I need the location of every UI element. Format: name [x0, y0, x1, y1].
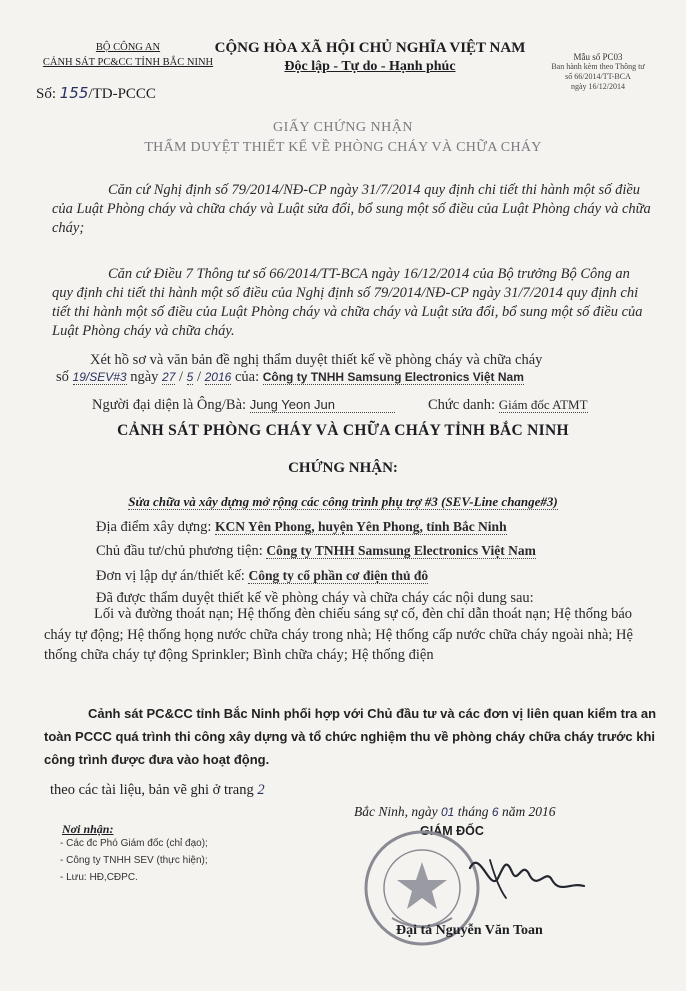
national-header [210, 40, 530, 75]
nation-name: CỘNG HÒA XÃ HỘI CHỦ NGHĨA VIỆT NAM [214, 40, 526, 56]
application-intro: Xét hồ sơ và văn bản đề nghị thẩm duyệt thiết kế về phòng cháy và chữa cháy [90, 352, 543, 368]
form-note-1: Ban hành kèm theo Thông tư [551, 62, 645, 71]
application-ref-line: số 19/SEV#3 ngày 27 / 5 / 2016 của: Công ty TNHH Samsung Electronics Việt Nam [56, 369, 524, 385]
project-name [0, 494, 686, 510]
date-place: Bắc Ninh, ngày [354, 804, 438, 819]
designer-value: Công ty cổ phần cơ điện thủ đô [248, 568, 429, 583]
recipient-item: - Lưu: HĐ,CĐPC. [60, 872, 138, 883]
app-month: 5 [186, 370, 194, 384]
date-day: 01 [441, 805, 455, 819]
date-month: 6 [491, 805, 499, 819]
project-name-text: Sửa chữa và xây dựng mở rộng các công trình phụ trợ #3 (SEV-Line change#3) [128, 494, 558, 509]
designer-label: Đơn vị lập dự án/thiết kế: [96, 568, 245, 584]
location-line [96, 517, 507, 537]
preamble-decree: Căn cứ Nghị định số 79/2014/NĐ-CP ngày 31/7/2014 quy định chi tiết thi hành một số điều của Luật Phòng cháy và chữa cháy và Luật sửa đổi, bổ sung một số điều của Luật Phòng cháy và chữa cháy; [52, 182, 651, 236]
position-line [428, 395, 588, 415]
recipient-item: - Các đc Phó Giám đốc (chỉ đạo); [60, 838, 208, 849]
authority-name: CẢNH SÁT PHÒNG CHÁY VÀ CHỮA CHÁY TỈNH BẮC NINH [117, 422, 569, 439]
recipient-item: - Công ty TNHH SEV (thực hiện); [60, 855, 208, 866]
recipients-label: Nơi nhận: [62, 822, 114, 836]
agency-police: CẢNH SÁT PC&CC TỈNH BẮC NINH [42, 57, 214, 68]
form-code-block [528, 52, 668, 92]
representative-line [92, 395, 395, 415]
cua-label: của: [234, 369, 260, 385]
number-suffix: /TD-PCCC [88, 86, 156, 102]
national-motto: Độc lập - Tự do - Hạnh phúc [284, 59, 456, 74]
position-value: Giám đốc ATMT [498, 397, 588, 412]
approved-content: Lối và đường thoát nạn; Hệ thống đèn chiếu sáng sự cố, đèn chỉ dẫn thoát nạn; Hệ thống báo cháy tự động; Hệ thống họng nước chữa cháy trong nhà; Hệ thống cấp nước chữa cháy ngoài nhà; Hệ thống chữa cháy tự động Sprinkler; Bình chữa cháy; Hệ thống điện [44, 606, 633, 663]
location-value: KCN Yên Phong, huyện Yên Phong, tỉnh Bắc Ninh [215, 519, 507, 534]
director-title: GIÁM ĐỐC [420, 824, 484, 838]
documents-reference [50, 782, 265, 799]
ngay-label: ngày [130, 369, 159, 385]
owner-value: Công ty TNHH Samsung Electronics Việt Nam [266, 543, 536, 558]
number-prefix: Số: [36, 86, 57, 102]
coordination-note: Cảnh sát PC&CC tỉnh Bắc Ninh phối hợp với Chủ đầu tư và các đơn vị liên quan kiểm tra an toàn PCCC quá trình thi công xây dựng và tổ chức nghiệm thu về phòng cháy chữa cháy trước khi công trình được đưa vào hoạt động. [44, 706, 657, 767]
signature-icon [460, 838, 590, 908]
date-month-label: tháng [457, 804, 489, 819]
designer-line [96, 566, 428, 586]
applicant-company: Công ty TNHH Samsung Electronics Việt Nam [262, 370, 524, 384]
preamble-circular: Căn cứ Điều 7 Thông tư số 66/2014/TT-BCA ngày 16/12/2014 của Bộ trưởng Bộ Công an quy định chi tiết thi hành một số điều của Nghị định số 79/2014/NĐ-CP ngày 31/7/2014 quy định chi tiết thi hành một số điều của Luật Phòng cháy và chữa cháy và Luật sửa đổi, bổ sung một số điều của Luật Phòng cháy và chữa cháy. [52, 266, 643, 339]
location-label: Địa điểm xây dựng: [96, 519, 212, 535]
approved-intro: Đã được thẩm duyệt thiết kế về phòng cháy và chữa cháy các nội dung sau: [96, 590, 534, 606]
date-year: năm 2016 [501, 804, 556, 819]
certificate-subtitle: THẨM DUYỆT THIẾT KẾ VỀ PHÒNG CHÁY VÀ CHỮA CHÁY [144, 140, 542, 155]
agency-ministry: BỘ CÔNG AN [95, 42, 161, 53]
certify-heading: CHỨNG NHẬN: [288, 460, 398, 476]
issue-date [354, 804, 556, 820]
rep-label: Người đại diện là Ông/Bà: [92, 397, 247, 413]
certificate-title: GIẤY CHỨNG NHẬN [273, 120, 413, 135]
owner-line [96, 541, 536, 561]
owner-label: Chủ đầu tư/chủ phương tiện: [96, 543, 263, 559]
document-number [36, 84, 156, 103]
docs-page: 2 [257, 782, 265, 798]
app-year: 2016 [204, 370, 232, 384]
so-label: số [56, 369, 69, 385]
number-handwritten: 155 [59, 84, 89, 102]
signer-name: Đại tá Nguyễn Văn Toan [396, 923, 543, 938]
docs-prefix: theo các tài liệu, bản vẽ ghi ở trang [50, 782, 254, 798]
issuing-agency [28, 40, 228, 70]
form-note-3: ngày 16/12/2014 [571, 82, 625, 91]
position-label: Chức danh: [428, 397, 496, 413]
rep-name: Jung Yeon Jun [250, 397, 395, 413]
form-code: Mẫu số PC03 [573, 52, 623, 62]
app-day: 27 [162, 370, 176, 384]
form-note-2: số 66/2014/TT-BCA [565, 72, 631, 81]
so-value: 19/SEV#3 [72, 370, 127, 384]
